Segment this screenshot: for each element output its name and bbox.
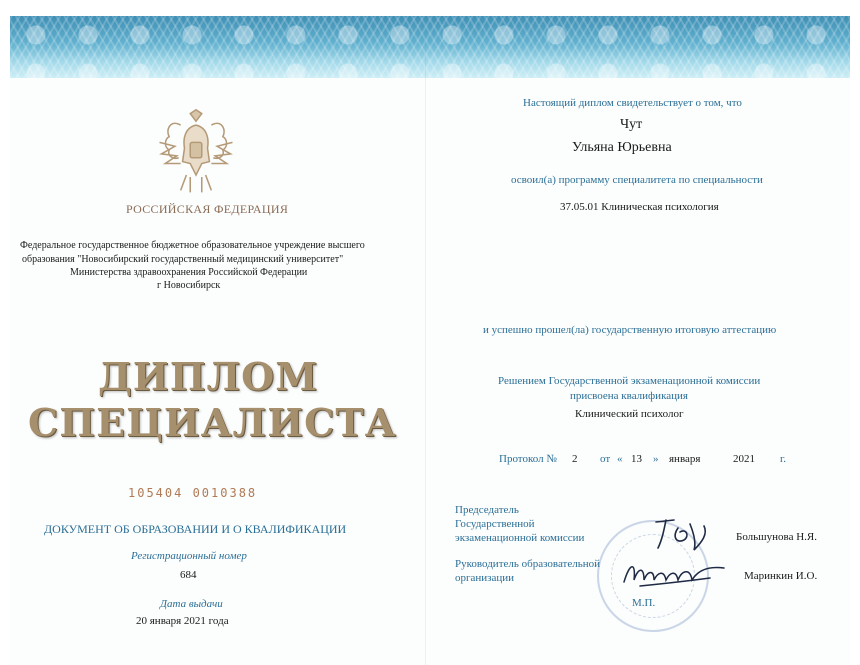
protocol-month: января — [669, 453, 701, 465]
country-label: РОССИЙСКАЯ ФЕДЕРАЦИЯ — [126, 202, 289, 216]
graduate-name: Ульяна Юрьевна — [572, 140, 672, 155]
institution-line-1: Федеральное государственное бюджетное образовательное учреждение высшего — [20, 240, 365, 251]
diploma-title-line-1: ДИПЛОМ — [98, 354, 319, 399]
chair-title-line-2: Государственной — [455, 518, 535, 530]
protocol-day: 13 — [631, 453, 642, 465]
head-signature-icon — [620, 556, 732, 590]
program-label: освоил(а) программу специалитета по специальности — [511, 174, 763, 186]
coat-of-arms-icon — [148, 104, 244, 200]
chair-signature-icon — [650, 514, 712, 554]
specialty: 37.05.01 Клиническая психология — [560, 201, 719, 213]
head-title-line-2: организации — [455, 572, 515, 584]
decision-line-1: Решением Государственной экзаменационной комиссии — [498, 375, 761, 387]
issue-date: 20 января 2021 года — [136, 615, 229, 627]
page-fold — [425, 16, 426, 665]
institution-line-4: г Новосибирск — [157, 280, 221, 291]
institution-line-3: Министерства здравоохранения Российской Федерации — [70, 267, 308, 278]
protocol-number: 2 — [572, 453, 578, 465]
qualification: Клинический психолог — [575, 408, 684, 420]
chair-title-line-1: Председатель — [455, 504, 519, 516]
protocol-from-label: от — [600, 453, 611, 465]
intro-text: Настоящий диплом свидетельствует о том, что — [523, 97, 742, 109]
chair-title-line-3: экзаменационной комиссии — [455, 532, 585, 544]
decision-line-2: присвоена квалификация — [570, 390, 688, 402]
institution-line-2: образования "Новосибирский государственный медицинский университет" — [22, 254, 344, 265]
diploma-title-line-2: СПЕЦИАЛИСТА — [28, 400, 397, 445]
quote-close: » — [653, 453, 659, 465]
chair-name: Большунова Н.Я. — [736, 531, 817, 543]
registration-label: Регистрационный номер — [131, 550, 247, 562]
protocol-year: 2021 — [733, 453, 755, 465]
registration-number: 684 — [180, 569, 197, 581]
quote-open: « — [617, 453, 623, 465]
security-pattern-band — [10, 16, 850, 78]
serial-number: 105404 0010388 — [128, 486, 258, 500]
attestation-text: и успешно прошел(ла) государственную итоговую аттестацию — [483, 324, 777, 336]
year-suffix: г. — [780, 453, 787, 465]
issue-date-label: Дата выдачи — [160, 598, 223, 610]
protocol-label: Протокол № — [499, 453, 557, 465]
document-type: ДОКУМЕНТ ОБ ОБРАЗОВАНИИ И О КВАЛИФИКАЦИИ — [44, 522, 347, 536]
head-title-line-1: Руководитель образовательной — [455, 558, 601, 570]
head-name: Маринкин И.О. — [744, 570, 818, 582]
stamp-place-label: М.П. — [632, 597, 656, 609]
graduate-surname: Чут — [620, 117, 643, 132]
